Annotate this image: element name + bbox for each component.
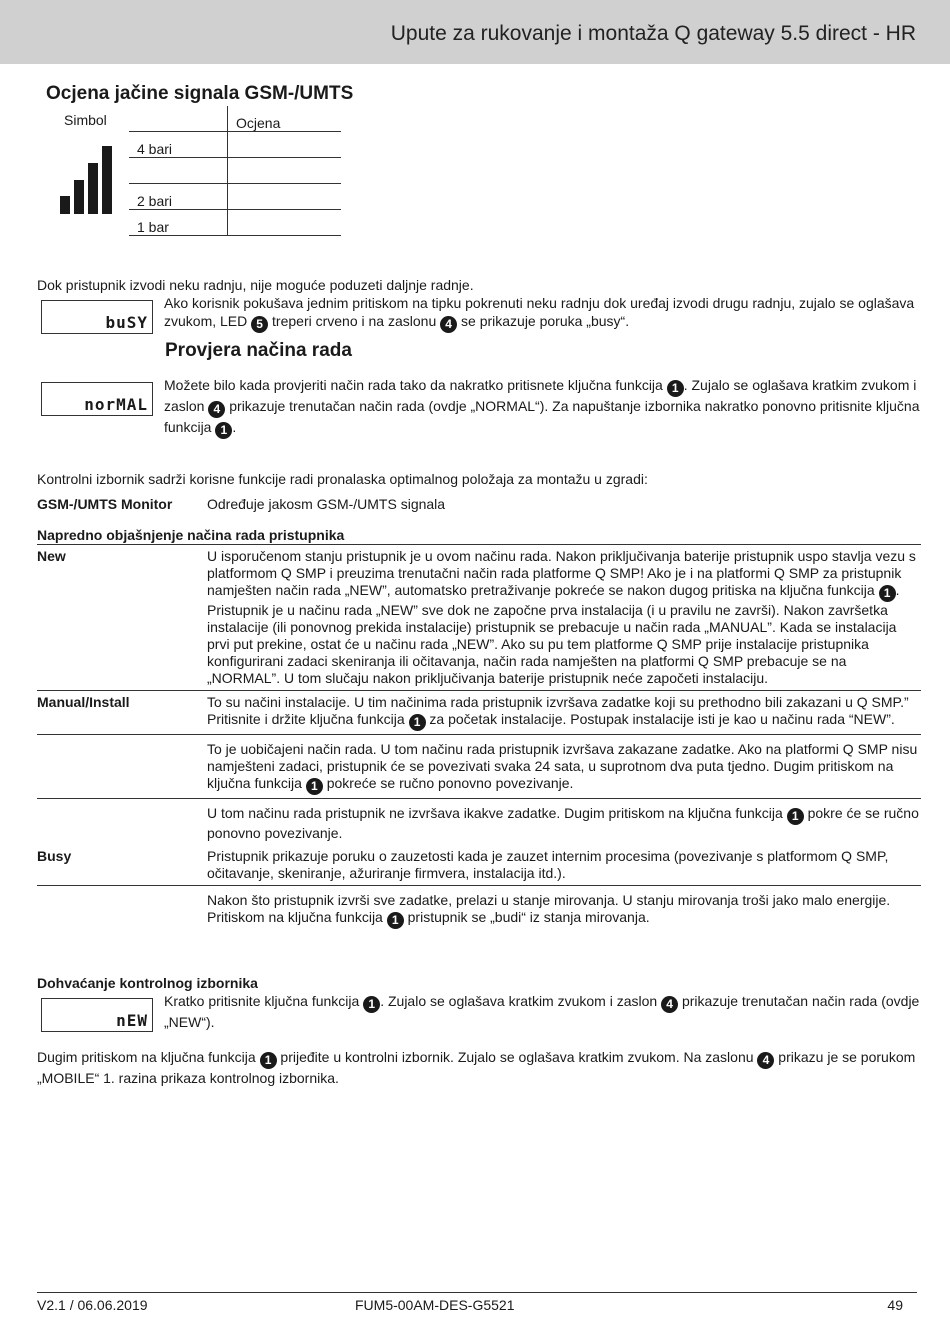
rating-column-label: Ocjena: [228, 106, 342, 132]
lcd-display-new: [41, 998, 153, 1032]
busy-description: Ako korisnik pokušava jednim pritiskom na tipku pokrenuti neku radnju dok uređaj izvodi drugu radnju, zujalo se oglašava zvukom, LED 5 treperi crveno i na zaslonu 4 se prikazuje poruka „busy“.: [164, 295, 915, 331]
control-intro: Kontrolni izbornik sadrži korisne funkcije radi pronalaska optimalnog položaja za montažu u zgradi:: [37, 471, 648, 487]
mode-description: U isporučenom stanju pristupnik je u ovom načinu rada. Nakon priključivanja baterije pristupnik uspo stavlja vezu s platformom Q SMP i preuzima trenutačni način rada platforme Q SMP! Ako je i na platformi Q SMP za pristupnik namješten način rada „NEW”, automatsko pretraživanje pokreće se nakon dugog pritiska na ključna funkcija 1 . Pristupnik je u načinu rada „NEW” sve dok ne započne prva instalacija (i u pravilu ne završi). Nakon završetka instalacije (ili ponovnog prekida instalacije) pristupnik se prebacuje u način rada „MANUAL”. Kada se instalacija prvi put prekine, ostat će u načinu rada „NEW”. Ako su pu tem platforme Q SMP prije instalacije pristupnika konfigurirani zadaci skeniranja ili očitavanja, način rada namješten na platformi Q SMP prebacuje se na „NORMAL”. U tom slučaju nakon priključivanja baterije pristupnik neće započeti instalaciju.: [207, 545, 921, 691]
mode-description: Nakon što pristupnik izvrši sve zadatke, prelazi u stanje mirovanja. U stanju mirovanja troši jako malo energije. Pritiskom na ključna funkcija 1 pristupnik se „budi“ iz stanja mirovanja.: [207, 886, 921, 933]
monitor-label: GSM-/UMTS Monitor: [37, 496, 173, 512]
mode-row-manual: [37, 691, 921, 735]
menu-long-press: Dugim pritiskom na ključna funkcija 1 prijeđite u kontrolni izbornik. Zujalo se oglašava kratkim zvukom. Na zaslonu 4 prikazu je se porukom „MOBILE“ 1. razina prikaza kontrolnog izbornika.: [37, 1049, 916, 1086]
lcd-text: norMAL: [84, 395, 148, 414]
monitor-description: Određuje jakosm GSM-/UMTS signala: [207, 496, 446, 512]
menu-description: Kratko pritisnite ključna funkcija 1 . Zujalo se oglašava kratkim zvukom i zaslon 4 prikazuje trenutačan način rada (ovdje „NEW“).: [164, 993, 920, 1030]
mode-name: Busy: [37, 848, 72, 864]
signal-heading: Ocjena jačine signala GSM-/UMTS: [46, 83, 354, 104]
lcd-text: nEW: [116, 1011, 148, 1030]
mode-description: To su načini instalacije. U tim načinima rada pristupnik izvršava zadatke koji su prethodno bili zakazani u Q SMP.” Pritisnite i držite ključna funkcija 1 za početak instalacije. Postupak instalacije isti je kao u načinu rada “NEW”.: [207, 691, 921, 735]
number-badge: 1: [879, 585, 896, 602]
number-badge: 1: [363, 996, 380, 1013]
number-badge: 4: [440, 316, 457, 333]
mode-name: New: [37, 545, 207, 691]
mode-description: Pristupnik prikazuje poruku o zauzetosti kada je zauzet internim procesima (povezivanje s platformom Q SMP, očitavanje, skeniranje, ažuriranje firmvera, instalacija itd.).: [207, 848, 889, 881]
signal-bars-icon: [60, 143, 116, 214]
number-badge: 4: [757, 1052, 774, 1069]
signal-row-label: 4 bari: [129, 132, 228, 158]
mode-row-off: [37, 799, 921, 846]
symbol-column-label: Simbol: [64, 112, 107, 128]
lcd-display-normal: [41, 382, 153, 416]
signal-table: [129, 106, 341, 236]
mode-check-description: Možete bilo kada provjeriti način rada tako da nakratko pritisnete ključna funkcija 1 . Zujalo se oglašava kratkim zvukom i zaslon 4 prikazuje trenutačan način rada (ovdje „NORMAL“). Za napuštanje izbornika nakratko ponovno pritisnite ključna funkcija 1 .: [164, 377, 920, 437]
number-badge: 1: [387, 912, 404, 929]
mode-description: U tom načinu rada pristupnik ne izvršava ikakve zadatke. Dugim pritiskom na ključna funkcija 1 pokre će se ručno ponovno povezivanje.: [207, 799, 921, 846]
page-number: 49: [887, 1297, 903, 1313]
mode-row-new: [37, 545, 921, 691]
footer-version: V2.1 / 06.06.2019: [37, 1297, 148, 1313]
footer-document-id: FUM5-00AM-DES-G5521: [355, 1297, 515, 1313]
modes-table: [37, 544, 921, 932]
number-badge: 1: [787, 808, 804, 825]
number-badge: 5: [251, 316, 268, 333]
number-badge: 4: [661, 996, 678, 1013]
mode-check-heading: Provjera načina rada: [165, 340, 352, 361]
mode-description: To je uobičajeni način rada. U tom načinu rada pristupnik izvršava zakazane zadatke. Ako na platformi Q SMP nisu namješteni zadaci, pristupnik će se povezivati svaka 24 sata, u suprotnom dva puta tjedno. Dugim pritiskom na ključna funkcija 1 pokreće se ručno ponovno povezivanje.: [207, 735, 921, 799]
number-badge: 4: [208, 401, 225, 418]
mode-row-normal: [37, 735, 921, 799]
busy-intro: Dok pristupnik izvodi neku radnju, nije moguće poduzeti daljnje radnje.: [37, 277, 474, 293]
mode-row-busy: [37, 845, 921, 886]
modes-heading: Napredno objašnjenje načina rada pristupnika: [37, 527, 345, 543]
number-badge: 1: [260, 1052, 277, 1069]
number-badge: 1: [409, 714, 426, 731]
number-badge: 1: [667, 380, 684, 397]
lcd-display-busy: [41, 300, 153, 334]
number-badge: 1: [306, 778, 323, 795]
mode-row-sleep: [37, 886, 921, 933]
signal-row-label: 1 bar: [129, 210, 228, 236]
mode-name: Manual/Install: [37, 691, 207, 735]
signal-row-label: 2 bari: [129, 184, 228, 210]
footer-divider: [37, 1292, 917, 1293]
lcd-text: buSY: [105, 313, 148, 332]
document-title: Upute za rukovanje i montaža Q gateway 5.5 direct - HR: [390, 22, 916, 45]
number-badge: 1: [215, 422, 232, 439]
menu-heading: Dohvaćanje kontrolnog izbornika: [37, 975, 258, 991]
signal-row-label: [129, 158, 228, 184]
